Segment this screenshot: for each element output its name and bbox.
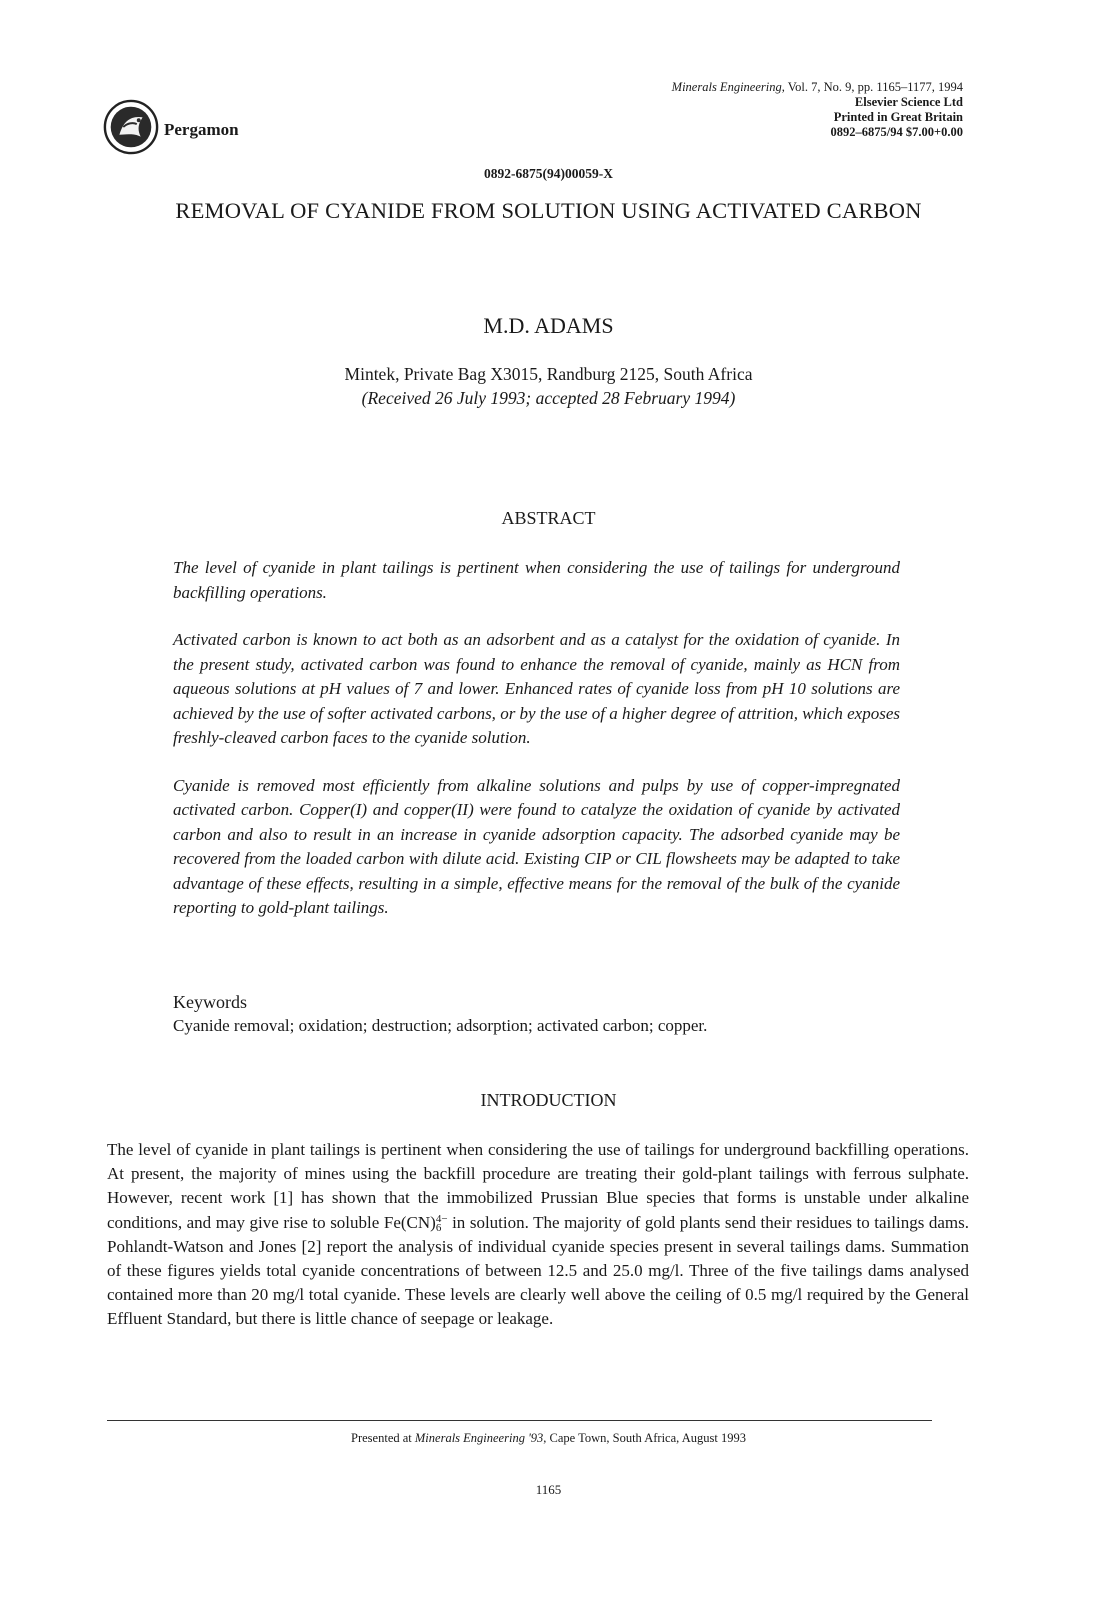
abstract-paragraph: The level of cyanide in plant tailings is pertinent when considering the use of tailings for underground backfilling operations. <box>173 558 900 602</box>
abstract-paragraph: Activated carbon is known to act both as an adsorbent and as a catalyst for the oxidation of cyanide. In the present study, activated carbon was found to enhance the removal of cyanide, mainly as HCN from aqueous solutions at pH values of 7 and lower. Enhanced rates of cyanide loss from pH 10 solutions are achieved by the use of softer activated carbons, or by the use of a higher degree of attrition, which exposes freshly-cleaved carbon faces to the cyanide solution. <box>173 630 900 747</box>
received-dates: (Received 26 July 1993; accepted 28 February 1994) <box>361 388 736 408</box>
footnote-prefix: Presented at <box>351 1431 415 1445</box>
journal-citation <box>672 80 963 95</box>
introduction-paragraph <box>107 1138 969 1332</box>
formula-base: Fe(CN) <box>383 1212 436 1232</box>
author-name: M.D. ADAMS <box>483 313 614 338</box>
intro-text-end: in solution. The majority of gold plants send their residues to tailings dams. Pohlandt-Watson and Jones [2] report the analysis of individual cyanide species present in several tailings dams. Summation of these figures yields total cyanide concentrations of between 12.5 and 25.0 mg/l. Three of the five tailings dams analysed contained more than 20 mg/l total cyanide. These levels are clearly well above the ceiling of 0.5 mg/l required by the General Effluent Standard, but there is little chance of seepage or leakage. <box>107 1212 970 1329</box>
footnote-suffix: , Cape Town, South Africa, August 1993 <box>543 1431 746 1445</box>
keywords-heading: Keywords <box>173 992 247 1012</box>
formula-subscript: 6 <box>435 1221 442 1234</box>
publisher-line: Elsevier Science Ltd <box>854 95 963 109</box>
keywords-list: Cyanide removal; oxidation; destruction; adsorption; activated carbon; copper. <box>173 1016 708 1035</box>
footnote-divider <box>107 1420 932 1421</box>
publisher-block <box>102 98 239 156</box>
author-affiliation: Mintek, Private Bag X3015, Randburg 2125, South Africa <box>344 364 753 384</box>
journal-info <box>672 80 963 140</box>
pergamon-logo-icon <box>102 98 160 156</box>
journal-name: Minerals Engineering <box>671 80 782 94</box>
issn-price: 0892–6875/94 $7.00+0.00 <box>830 125 963 139</box>
paper-title: REMOVAL OF CYANIDE FROM SOLUTION USING ACTIVATED CARBON <box>175 198 922 223</box>
journal-volume: , Vol. 7, No. 9, pp. 1165–1177, 1994 <box>781 80 963 94</box>
abstract-paragraph: Cyanide is removed most efficiently from alkaline solutions and pulps by use of copper-impregnated activated carbon. Copper(I) and copper(II) were found to catalyze the oxidation of cyanide by activated carbon and also to result in an increase in cyanide adsorption capacity. The adsorbed cyanide may be recovered from the loaded carbon with dilute acid. Existing CIP or CIL flowsheets may be adapted to take advantage of these effects, resulting in a simple, effective means for the removal of the bulk of the cyanide reporting to gold-plant tailings. <box>173 775 900 917</box>
intro-text-start: The level of cyanide in plant tailings is pertinent when considering the use of tailings for underground backfilling operations. At present, the majority of mines using the backfill procedure are treating their gold-plant tailings with ferrous sulphate. However, recent work [1] has shown that the immobilized Prussian Blue species that forms is unstable under alkaline conditions, and may give rise to soluble <box>107 1140 969 1232</box>
formula-charge: 4− <box>435 1212 448 1225</box>
doi: 0892-6875(94)00059-X <box>484 166 613 181</box>
page-number: 1165 <box>535 1482 562 1497</box>
publisher-name: Pergamon <box>164 120 239 139</box>
ferrocyanide-formula <box>384 1213 448 1232</box>
abstract-heading: ABSTRACT <box>501 508 596 528</box>
presentation-footnote <box>0 1431 1097 1446</box>
printed-line: Printed in Great Britain <box>833 110 963 124</box>
abstract-body <box>173 556 900 944</box>
footnote-event: Minerals Engineering '93 <box>414 1431 544 1445</box>
introduction-body <box>107 1138 969 1332</box>
introduction-heading: INTRODUCTION <box>480 1090 617 1110</box>
